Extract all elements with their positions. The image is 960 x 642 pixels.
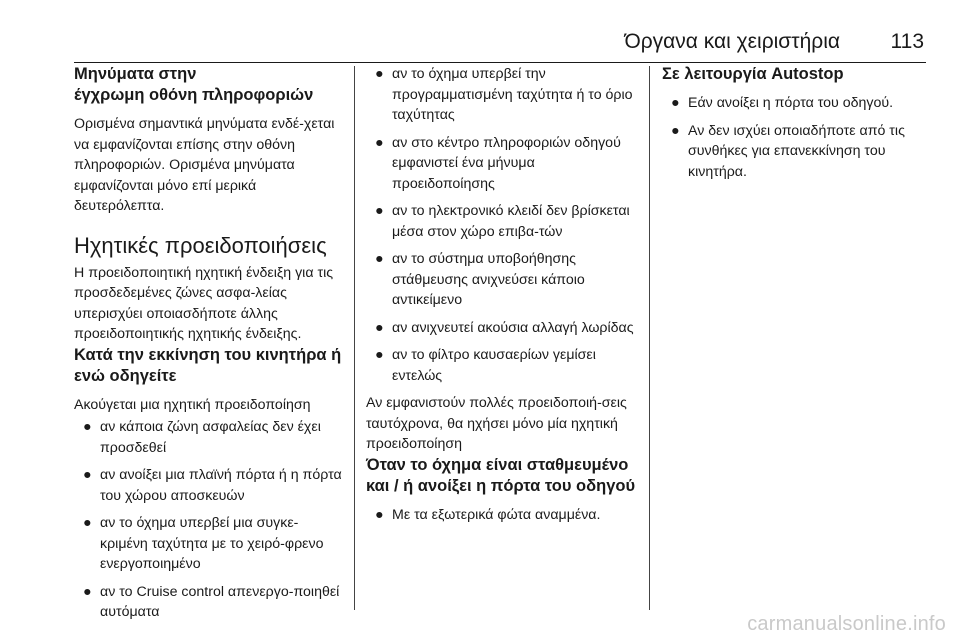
list-item — [662, 121, 928, 183]
bullet-list-parked — [366, 505, 638, 526]
list-item — [366, 318, 638, 339]
column-2 — [366, 64, 638, 532]
paragraph-engine-start-intro: Ακούγεται μια ηχητική προειδοποίηση — [74, 396, 311, 413]
bullet-icon: ● — [671, 95, 680, 111]
list-item — [366, 64, 638, 126]
list-item-text: αν το όχημα υπερβεί την προγραμματισμένη ταχύτητα ή το όριο ταχύτητας — [392, 66, 633, 123]
list-item-text: αν το όχημα υπερβεί μια συγκε-κριμένη ταχύτητα με το χειρό-φρενο ενεργοποιημένο — [100, 515, 324, 572]
list-item-text: αν το Cruise control απενεργο-ποιηθεί αυτόματα — [100, 583, 340, 620]
bullet-icon: ● — [375, 66, 384, 82]
bullet-list-autostop — [662, 93, 928, 182]
page-number: 113 — [890, 30, 924, 53]
paragraph-warning-chimes: Η προειδοποιητική ηχητική ένδειξη για τις προσδεδεμένες ζώνες ασφα-λείας υπερισχύει οποιασδήποτε άλλης προειδοποιητικής ηχητικής ένδειξης. — [74, 264, 334, 342]
list-item — [366, 201, 638, 242]
list-item-text: Αν δεν ισχύει οποιαδήποτε από τις συνθήκες για επανεκκίνηση του κινητήρα. — [688, 122, 905, 180]
heading-line-2: έγχρωμη οθόνη πληροφοριών — [74, 86, 314, 104]
heading-line-1: Μηνύματα στην — [74, 65, 197, 83]
bullet-list-warning-conditions — [366, 64, 638, 386]
list-item — [74, 582, 342, 623]
watermark: carmanualsonline.info — [747, 613, 946, 635]
list-item-text: αν το ηλεκτρονικό κλειδί δεν βρίσκεται μέσα στον χώρο επιβα-τών — [392, 203, 630, 240]
bullet-icon: ● — [375, 506, 384, 523]
paragraph-info-display: Ορισμένα σημαντικά μηνύματα ενδέ-χεται να εμφανίζονται επίσης στην οθόνη πληροφοριών. Ορισμένα μηνύματα εμφανίζονται μόνο επί μερικά δευτερόλεπτα. — [74, 116, 335, 214]
list-item-text: αν κάποια ζώνη ασφαλείας δεν έχει προσδεθεί — [100, 419, 321, 456]
bullet-icon: ● — [83, 467, 92, 483]
bullet-icon: ● — [83, 419, 92, 435]
column-1 — [74, 64, 342, 630]
list-item-text: Εάν ανοίξει η πόρτα του οδηγού. — [688, 95, 894, 111]
section-heading-info-display — [74, 64, 342, 106]
list-item — [74, 513, 342, 575]
column-3 — [662, 64, 928, 189]
bullet-icon: ● — [375, 251, 384, 267]
list-item-text: αν ανοίξει μια πλαϊνή πόρτα ή η πόρτα του χώρου αποσκευών — [100, 467, 342, 504]
bullet-icon: ● — [671, 122, 680, 139]
section-heading-autostop: Σε λειτουργία Autostop — [662, 65, 844, 83]
bullet-icon: ● — [375, 134, 384, 151]
bullet-icon: ● — [375, 319, 384, 336]
bullet-icon: ● — [375, 203, 384, 219]
column-divider-1 — [354, 66, 355, 610]
list-item-text: Με τα εξωτερικά φώτα αναμμένα. — [392, 506, 601, 523]
list-item — [74, 465, 342, 506]
bullet-icon: ● — [83, 583, 92, 600]
header-rule — [74, 62, 926, 63]
list-item — [366, 505, 638, 526]
bullet-icon: ● — [83, 515, 92, 531]
column-divider-2 — [649, 66, 650, 610]
list-item — [366, 133, 638, 195]
paragraph-multiple-warnings: Αν εμφανιστούν πολλές προειδοποιή-σεις ταυτόχρονα, θα ηχήσει μόνο μία ηχητική προειδοποίηση — [366, 395, 627, 452]
list-item — [366, 345, 638, 386]
section-heading-parked: Όταν το όχημα είναι σταθμευμένο και / ή ανοίξει η πόρτα του οδηγού — [366, 455, 636, 495]
section-heading-warning-chimes: Ηχητικές προειδοποιήσεις — [74, 232, 327, 258]
list-item — [366, 249, 638, 311]
section-heading-engine-start: Κατά την εκκίνηση του κινητήρα ή ενώ οδηγείτε — [74, 345, 342, 385]
page-header — [74, 26, 926, 56]
list-item-text: αν το φίλτρο καυσαερίων γεμίσει εντελώς — [392, 347, 596, 384]
list-item — [662, 93, 928, 114]
list-item-text: αν ανιχνευτεί ακούσια αλλαγή λωρίδας — [392, 319, 634, 336]
bullet-icon: ● — [375, 347, 384, 363]
header-title: Όργανα και χειριστήρια — [624, 30, 840, 53]
list-item-text: αν το σύστημα υποβοήθησης στάθμευσης ανιχνεύσει κάποιο αντικείμενο — [392, 251, 585, 308]
list-item-text: αν στο κέντρο πληροφοριών οδηγού εμφανιστεί ένα μήνυμα προειδοποίησης — [392, 134, 621, 192]
bullet-list-engine-start — [74, 417, 342, 623]
list-item — [74, 417, 342, 458]
